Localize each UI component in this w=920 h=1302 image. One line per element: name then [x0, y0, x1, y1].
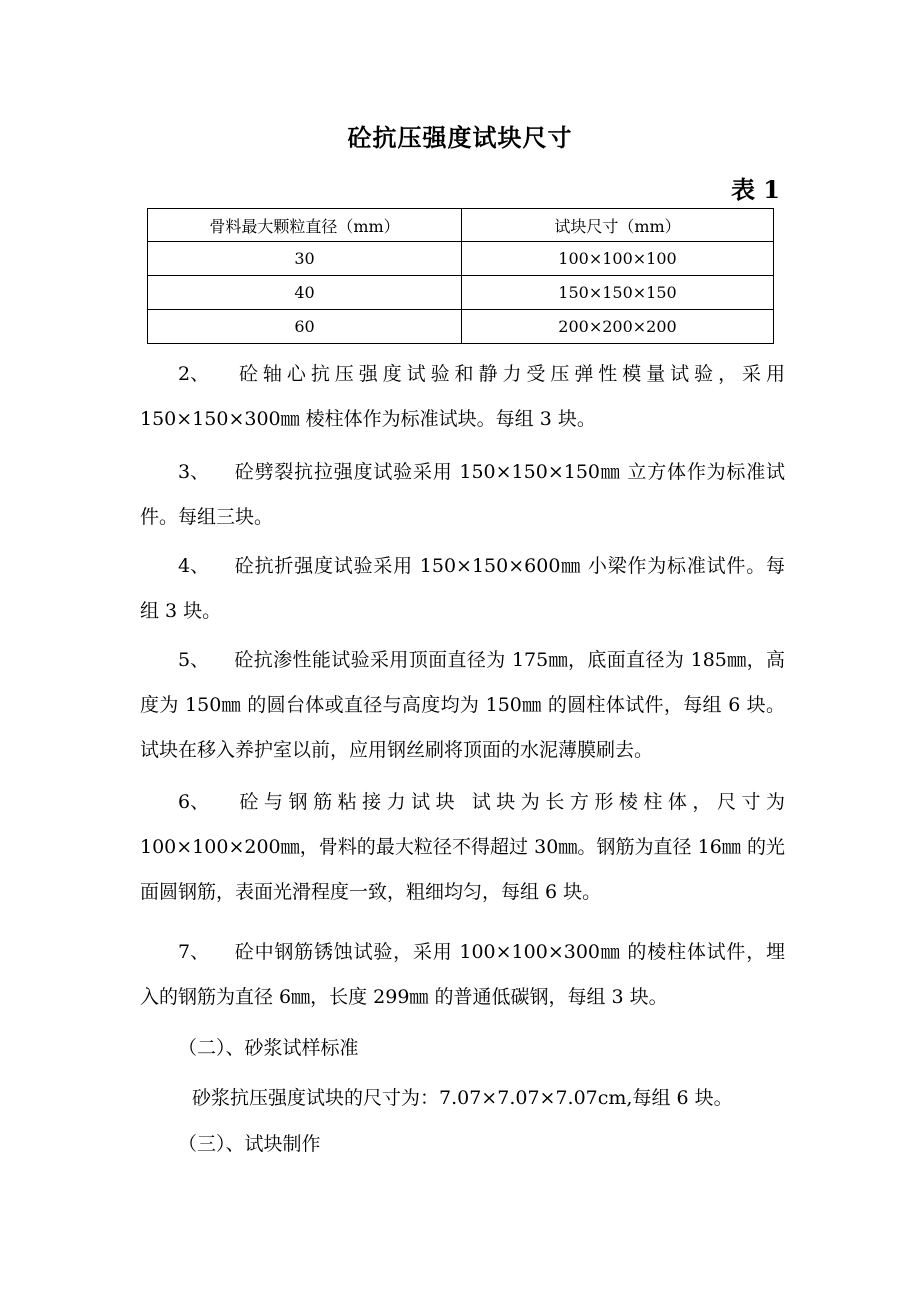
table-cell: 200×200×200 — [462, 310, 774, 344]
paragraph-item-2 — [140, 352, 785, 442]
table-row — [148, 276, 774, 310]
table-cell: 30 — [148, 242, 462, 276]
paragraph-text: 砼中钢筋锈蚀试验，采用 100×100×300㎜ 的棱柱体试件，埋入的钢筋为直径 6㎜，长度 299㎜ 的普通低碳钢，每组 3 块。 — [140, 941, 785, 1008]
paragraph-number: 3、 — [178, 461, 210, 483]
document-title: 砼抗压强度试块尺寸 — [347, 123, 573, 152]
paragraph-number: 6、 — [178, 791, 210, 813]
table-row — [148, 242, 774, 276]
paragraph-number: 2、 — [178, 363, 210, 385]
table-cell: 60 — [148, 310, 462, 344]
paragraph-number: 4、 — [178, 555, 210, 577]
specimen-size-table — [147, 208, 774, 344]
table-cell: 150×150×150 — [462, 276, 774, 310]
table-row — [148, 310, 774, 344]
paragraph-text: 砼抗渗性能试验采用顶面直径为 175㎜，底面直径为 185㎜，高度为 150㎜ 的圆台体或直径与高度均为 150㎜ 的圆柱体试件，每组 6 块。试块在移入养护室以前，应用钢丝刷将顶面的水泥薄膜刷去。 — [140, 649, 785, 761]
paragraph-item-6 — [140, 780, 785, 915]
table-label: 表 1 — [730, 175, 780, 204]
table-cell: 100×100×100 — [462, 242, 774, 276]
paragraph-text: 砼劈裂抗拉强度试验采用 150×150×150㎜ 立方体作为标准试件。每组三块。 — [140, 461, 785, 528]
paragraph-text: 砼轴心抗压强度试验和静力受压弹性模量试验，采用 150×150×300㎜ 棱柱体作为标准试块。每组 3 块。 — [140, 363, 785, 430]
table-header-row — [148, 209, 774, 242]
paragraph-item-4 — [140, 544, 785, 634]
paragraph-number: 5、 — [178, 649, 210, 671]
table-cell: 40 — [148, 276, 462, 310]
paragraph-item-7 — [140, 930, 785, 1020]
section-heading-specimen-making: （三）、试块制作 — [178, 1133, 321, 1155]
table-header-aggregate-size: 骨料最大颗粒直径（mm） — [148, 209, 462, 242]
section-heading-mortar: （二）、砂浆试样标准 — [178, 1037, 359, 1059]
paragraph-number: 7、 — [178, 941, 210, 963]
mortar-specimen-text: 砂浆抗压强度试块的尺寸为：7.07×7.07×7.07cm,每组 6 块。 — [192, 1087, 733, 1109]
paragraph-item-5 — [140, 638, 785, 773]
paragraph-item-3 — [140, 450, 785, 540]
paragraph-text: 砼与钢筋粘接力试块 试块为长方形棱柱体，尺寸为 100×100×200㎜，骨料的最大粒径不得超过 30㎜。钢筋为直径 16㎜ 的光面圆钢筋，表面光滑程度一致，粗细均匀，每组 6 块。 — [140, 791, 785, 903]
paragraph-text: 砼抗折强度试验采用 150×150×600㎜ 小梁作为标准试件。每组 3 块。 — [140, 555, 785, 622]
table-header-specimen-size: 试块尺寸（mm） — [462, 209, 774, 242]
